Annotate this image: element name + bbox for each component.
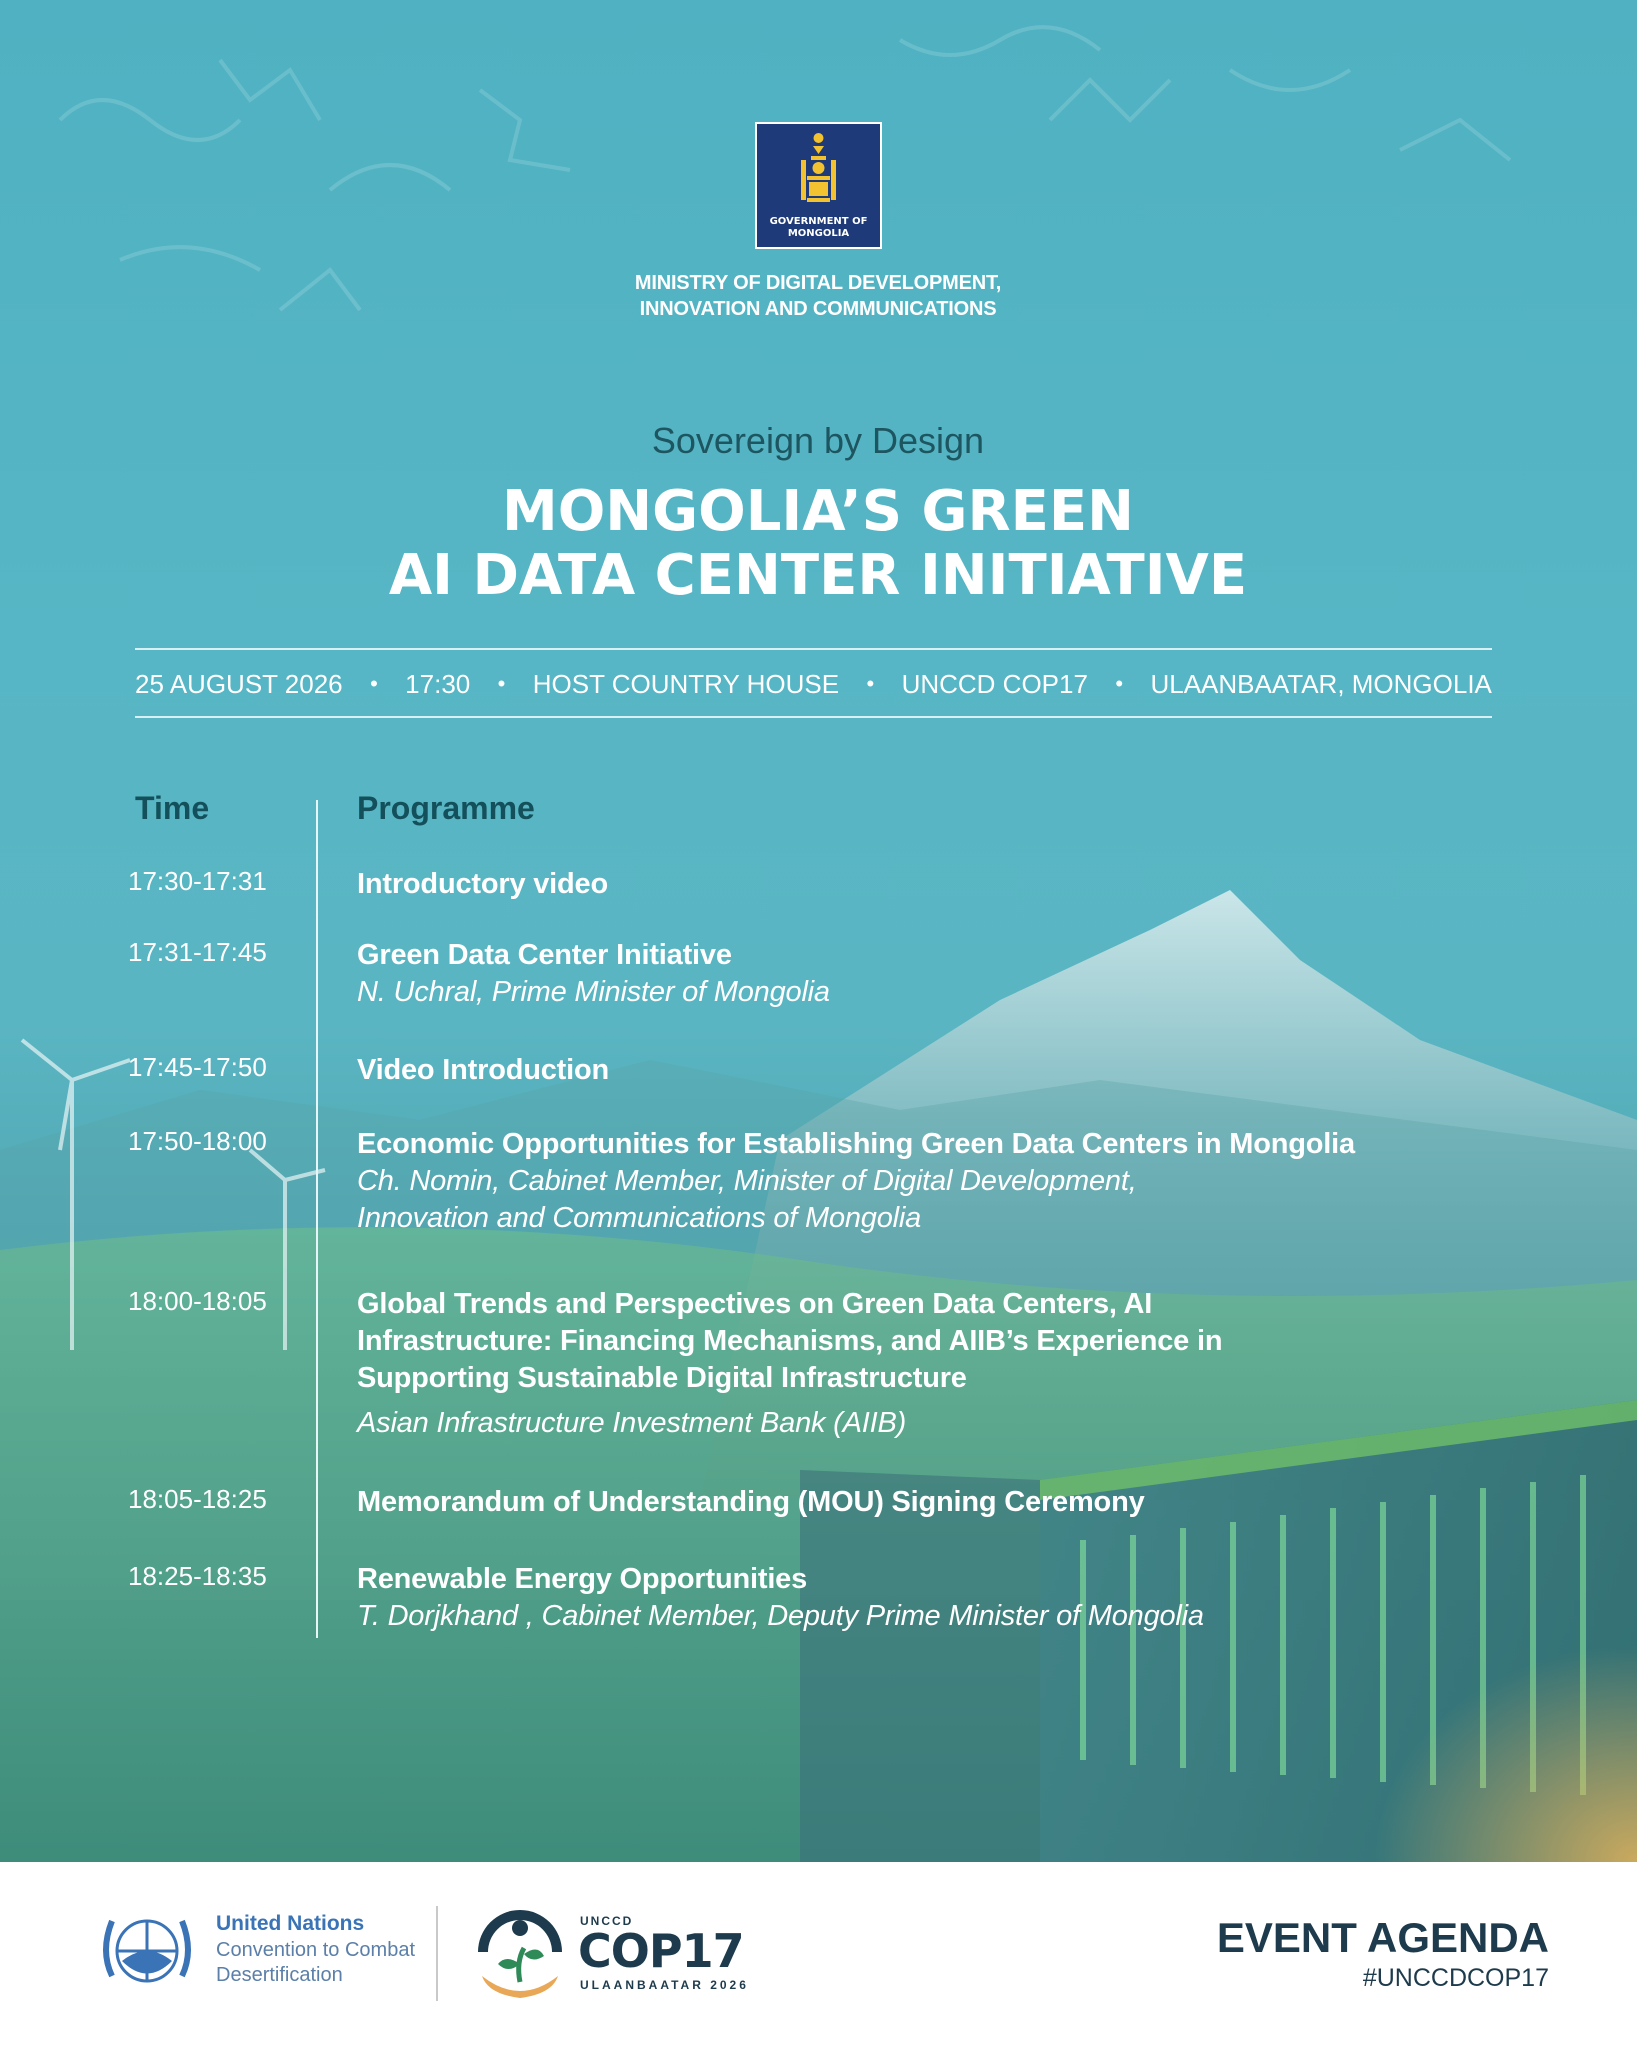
agenda-time: 18:00-18:05	[128, 1286, 267, 1316]
event-subtitle: Sovereign by Design	[651, 420, 985, 461]
separator-dot-icon: •	[370, 671, 378, 696]
agenda-programme	[357, 1126, 1557, 1237]
agenda-speaker: Asian Infrastructure Investment Bank (AIIB)	[357, 1407, 907, 1439]
agenda-time: 17:50-18:00	[128, 1126, 267, 1156]
agenda-time: 17:30-17:31	[128, 866, 267, 896]
agenda-time: 17:31-17:45	[128, 937, 267, 967]
agenda-programme-header: Programme	[357, 790, 535, 826]
cop17-emblem-icon	[470, 1904, 570, 2004]
event-conference: UNCCD COP17	[901, 668, 1088, 699]
footer-divider	[436, 1906, 438, 2001]
un-convention: Convention to Combat Desertification	[216, 1939, 416, 1986]
cop-name: COP17	[578, 1924, 744, 1978]
agenda-programme	[357, 866, 1557, 903]
event-title: MONGOLIA’S GREEN AI DATA CENTER INITIATIVE	[388, 479, 1248, 608]
event-hashtag: #UNCCDCOP17	[1362, 1964, 1549, 1992]
un-emblem-icon	[92, 1906, 202, 2001]
agenda-programme	[357, 937, 1557, 1011]
agenda-speaker: N. Uchral, Prime Minister of Mongolia	[357, 976, 830, 1008]
agenda-item-title: Memorandum of Understanding (MOU) Signing Ceremony	[357, 1486, 1145, 1518]
agenda-item-title: Economic Opportunities for Establishing Green Data Centers in Mongolia	[357, 1128, 1355, 1160]
soyombo-icon	[757, 124, 880, 214]
separator-dot-icon: •	[497, 671, 506, 696]
agenda-column-divider	[316, 800, 318, 1638]
event-date: 25 AUGUST 2026	[135, 668, 343, 699]
info-divider-bottom	[135, 716, 1492, 718]
event-info-row	[135, 664, 1492, 704]
separator-dot-icon: •	[866, 671, 875, 696]
footer	[0, 1862, 1637, 2047]
agenda-item-title: Green Data Center Initiative	[357, 939, 732, 971]
agenda-time: 18:25-18:35	[128, 1561, 267, 1591]
agenda-item-title: Global Trends and Perspectives on Green Data Centers, AI	[357, 1288, 1153, 1320]
info-divider-top	[135, 648, 1492, 650]
agenda-time-header: Time	[135, 790, 210, 826]
agenda-speaker: Innovation and Communications of Mongolia	[357, 1202, 922, 1234]
agenda-time: 18:05-18:25	[128, 1484, 267, 1514]
agenda-item-title: Renewable Energy Opportunities	[357, 1563, 808, 1595]
agenda-item-title: Supporting Sustainable Digital Infrastructure	[357, 1362, 967, 1394]
event-city: ULAANBAATAR, MONGOLIA	[1150, 668, 1492, 699]
agenda-speaker: T. Dorjkhand , Cabinet Member, Deputy Prime Minister of Mongolia	[357, 1600, 1204, 1632]
agenda-programme	[357, 1484, 1557, 1521]
government-seal	[755, 122, 882, 249]
agenda-time: 17:45-17:50	[128, 1052, 267, 1082]
un-name: United Nations	[216, 1912, 365, 1935]
cop-city: ULAANBAATAR 2026	[580, 1978, 749, 1992]
agenda-item-title: Video Introduction	[357, 1054, 610, 1086]
agenda-programme	[357, 1052, 1557, 1089]
agenda-programme	[357, 1561, 1557, 1635]
agenda-programme	[357, 1286, 1557, 1442]
agenda-item-title: Introductory video	[357, 868, 608, 900]
ministry-name: MINISTRY OF DIGITAL DEVELOPMENT, INNOVATION AND COMMUNICATIONS	[634, 272, 1002, 320]
agenda-speaker: Ch. Nomin, Cabinet Member, Minister of Digital Development,	[357, 1165, 1137, 1197]
event-time: 17:30	[405, 668, 471, 699]
separator-dot-icon: •	[1115, 671, 1124, 696]
event-agenda-title: EVENT AGENDA	[1216, 1914, 1549, 1961]
seal-text: GOVERNMENT OF MONGOLIA	[769, 216, 868, 239]
event-venue: HOST COUNTRY HOUSE	[532, 668, 840, 699]
cop-organizer: UNCCD	[580, 1914, 634, 1928]
agenda-item-title: Infrastructure: Financing Mechanisms, and AIIB’s Experience in	[357, 1325, 1223, 1357]
